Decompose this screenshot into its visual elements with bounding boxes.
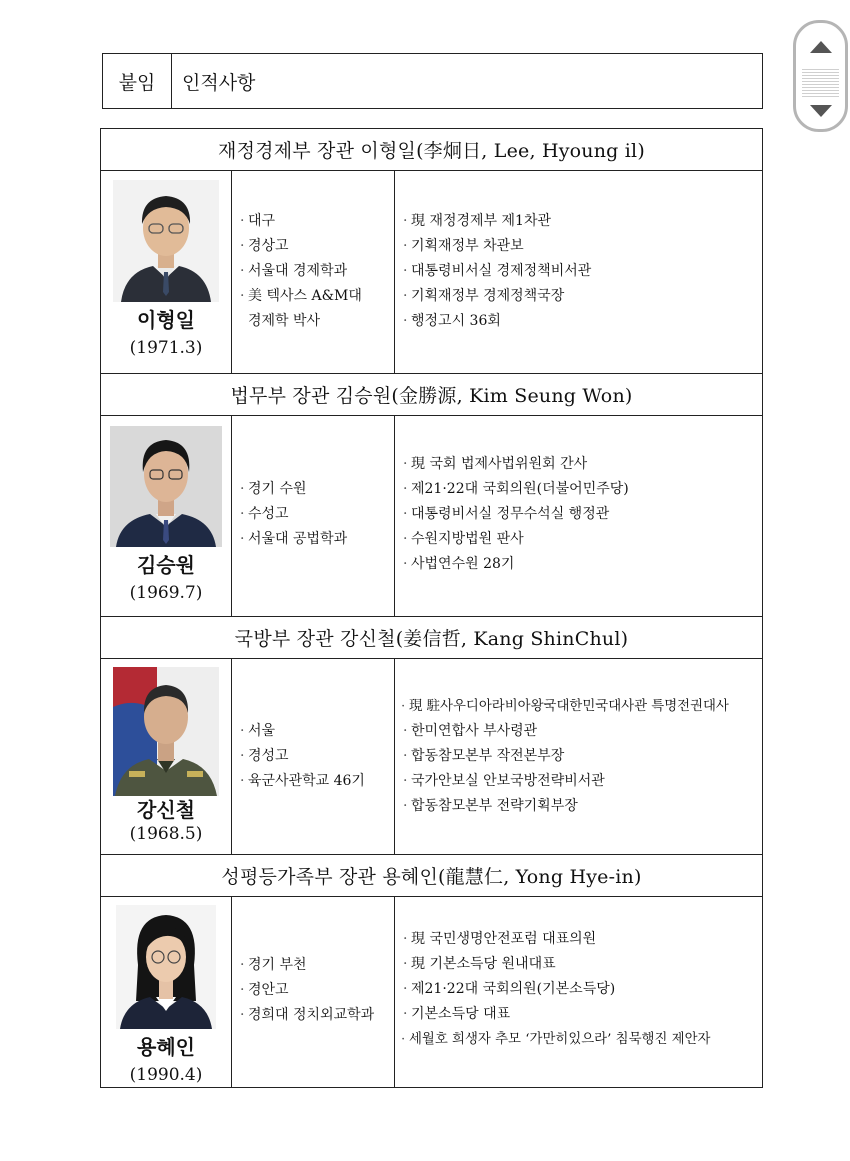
- career-item: · 現 국회 법제사법위원회 간사: [403, 456, 588, 472]
- bio-item: · 경기 수원: [240, 481, 307, 497]
- person-bio-cell: [232, 416, 395, 617]
- person-photo-cell: [101, 897, 232, 1088]
- bio-item: · 경기 부천: [240, 957, 307, 973]
- bio-item: · 서울: [240, 723, 276, 739]
- bio-item: · 육군사관학교 46기: [240, 773, 365, 789]
- person-name: 김승원: [137, 553, 195, 577]
- attachment-title: 인적사항: [182, 71, 256, 94]
- page-scroll-control[interactable]: [793, 20, 848, 132]
- person-photo-cell: [101, 416, 232, 617]
- career-item: · 대통령비서실 경제정책비서관: [403, 263, 592, 279]
- person-birth: (1990.4): [129, 1065, 203, 1085]
- attachment-header: [102, 53, 763, 109]
- person-photo: [113, 180, 219, 302]
- person-title-row: [101, 617, 763, 659]
- career-item: · 합동참모본부 전략기획부장: [403, 798, 578, 814]
- career-item: · 現 재정경제부 제1차관: [403, 213, 551, 229]
- portrait-icon: [110, 426, 222, 547]
- portrait-icon: [113, 180, 219, 302]
- person-photo-cell: [101, 171, 232, 374]
- person-name: 이형일: [137, 308, 195, 332]
- person-title: 재정경제부 장관 이형일(李炯日, Lee, Hyoung il): [101, 129, 763, 171]
- person-title: 국방부 장관 강신철(姜信哲, Kang ShinChul): [101, 617, 763, 659]
- bio-item: · 경희대 정치외교학과: [240, 1007, 375, 1023]
- bio-item: · 대구: [240, 213, 276, 229]
- bio-item: · 서울대 경제학과: [240, 263, 348, 279]
- career-item: · 제21·22대 국회의원(기본소득당): [403, 981, 616, 997]
- person-career-cell: [395, 416, 763, 617]
- career-item: · 대통령비서실 정무수석실 행정관: [403, 506, 610, 522]
- bio-item: · 서울대 공법학과: [240, 531, 348, 547]
- person-title-row: [101, 374, 763, 416]
- scroll-down-arrow-icon[interactable]: [810, 105, 832, 117]
- career-item: · 사법연수원 28기: [403, 556, 515, 572]
- career-item: · 합동참모본부 작전본부장: [403, 748, 565, 764]
- person-title-row: [101, 855, 763, 897]
- person-birth: (1968.5): [129, 824, 203, 844]
- career-item: · 제21·22대 국회의원(더불어민주당): [403, 481, 629, 497]
- person-career-cell: [395, 659, 763, 855]
- person-birth: (1971.3): [129, 338, 203, 358]
- person-photo: [110, 426, 222, 547]
- career-item: · 수원지방법원 판사: [403, 531, 524, 547]
- person-career-cell: [395, 897, 763, 1088]
- person-title: 성평등가족부 장관 용혜인(龍慧仁, Yong Hye-in): [101, 855, 763, 897]
- bio-item: · 경상고: [240, 238, 289, 254]
- person-title-row: [101, 129, 763, 171]
- scroll-up-arrow-icon[interactable]: [810, 41, 832, 53]
- portrait-icon: [116, 905, 216, 1029]
- attachment-tag: 붙임: [103, 54, 172, 108]
- bio-item: · 美 텍사스 A&M대: [240, 288, 362, 304]
- person-photo-cell: [101, 659, 232, 855]
- portrait-icon: [113, 667, 219, 796]
- person-title: 법무부 장관 김승원(金勝源, Kim Seung Won): [101, 374, 763, 416]
- career-item: · 現 駐사우디아라비아왕국대한민국대사관 특명전권대사: [401, 699, 729, 714]
- person-career-cell: [395, 171, 763, 374]
- career-item: · 행정고시 36회: [403, 313, 501, 329]
- career-item: · 한미연합사 부사령관: [403, 723, 538, 739]
- person-detail-row: [101, 897, 763, 1088]
- career-item: · 現 기본소득당 원내대표: [403, 956, 556, 972]
- person-bio-cell: [232, 659, 395, 855]
- career-item: · 現 국민생명안전포럼 대표의원: [403, 931, 597, 947]
- career-item: · 기획재정부 차관보: [403, 238, 524, 254]
- career-item: · 국가안보실 안보국방전략비서관: [403, 773, 605, 789]
- bio-item: · 경안고: [240, 982, 289, 998]
- bio-item: 경제학 박사: [248, 313, 321, 329]
- person-bio-cell: [232, 171, 395, 374]
- scroll-grip-icon[interactable]: [802, 67, 839, 97]
- career-item: · 기획재정부 경제정책국장: [403, 288, 565, 304]
- person-name: 강신철: [137, 798, 195, 822]
- career-item: · 기본소득당 대표: [403, 1006, 511, 1022]
- person-bio-cell: [232, 897, 395, 1088]
- person-photo: [113, 667, 219, 796]
- person-photo: [116, 905, 216, 1029]
- career-item: · 세월호 희생자 추모 ‘가만히있으라’ 침묵행진 제안자: [401, 1032, 711, 1047]
- bio-item: · 수성고: [240, 506, 289, 522]
- person-detail-row: [101, 171, 763, 374]
- person-name: 용혜인: [137, 1035, 195, 1059]
- person-birth: (1969.7): [129, 583, 203, 603]
- person-detail-row: [101, 416, 763, 617]
- bio-item: · 경성고: [240, 748, 289, 764]
- personnel-table: [100, 128, 763, 1088]
- person-detail-row: [101, 659, 763, 855]
